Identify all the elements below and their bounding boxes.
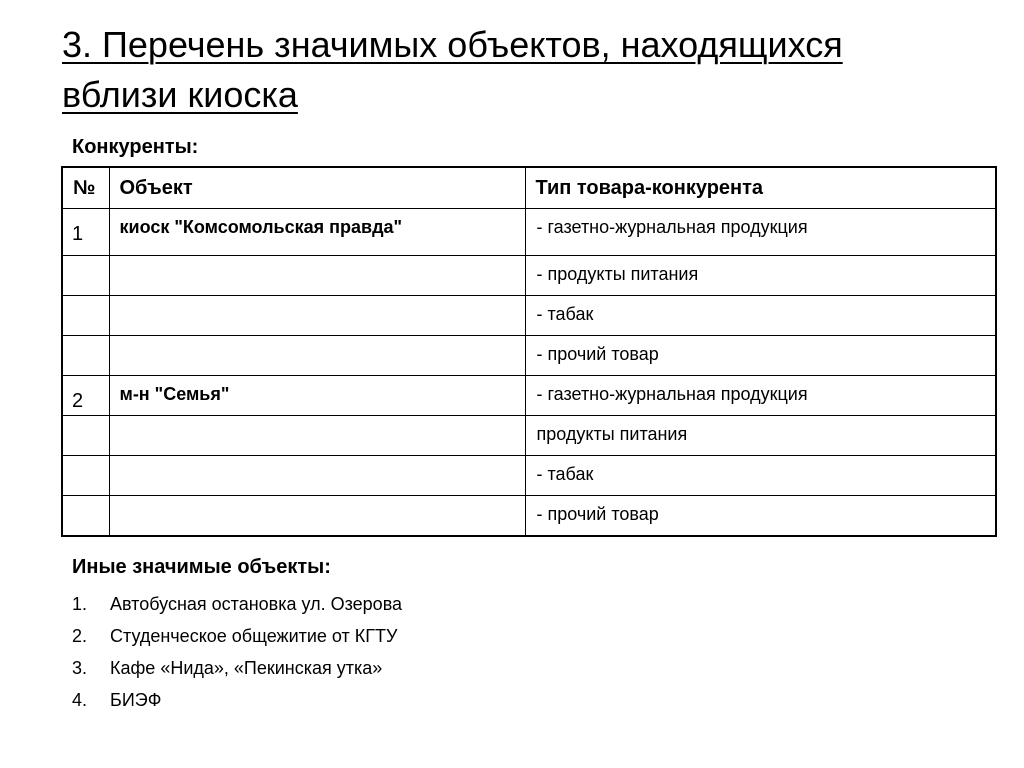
row-product-type: - продукты питания: [525, 256, 996, 296]
header-number: №: [62, 167, 109, 209]
table-row: [62, 496, 996, 536]
row-object: киоск "Комсомольская правда": [109, 209, 525, 256]
other-objects-heading: Иные значимые объекты:: [72, 556, 331, 578]
row-object: [109, 496, 525, 536]
table-row: [62, 256, 996, 296]
table-header-row: [62, 167, 996, 209]
row-number: [62, 456, 109, 496]
list-item-number: 1.: [72, 594, 88, 614]
row-product-type: - прочий товар: [525, 336, 996, 376]
row-object: [109, 256, 525, 296]
row-number: [62, 256, 109, 296]
row-number: [62, 336, 109, 376]
row-product-type: - табак: [525, 296, 996, 336]
other-objects-list: [72, 588, 402, 716]
table-row: [62, 296, 996, 336]
list-item-text: Автобусная остановка ул. Озерова: [110, 594, 403, 614]
list-item-text: Кафе «Нида», «Пекинская утка»: [110, 658, 383, 678]
list-item: [72, 652, 402, 684]
row-product-type: - газетно-журнальная продукция: [525, 209, 996, 256]
row-product-type: - газетно-журнальная продукция: [525, 376, 996, 416]
list-item: [72, 588, 402, 620]
row-product-type: - прочий товар: [525, 496, 996, 536]
row-object: [109, 456, 525, 496]
row-number: 1: [62, 209, 109, 256]
header-product-type: Тип товара-конкурента: [525, 167, 996, 209]
list-item: [72, 684, 402, 716]
row-object: м-н "Семья": [109, 376, 525, 416]
competitors-heading: Конкуренты:: [72, 136, 199, 158]
competitors-table: [61, 166, 997, 537]
row-object: [109, 296, 525, 336]
page-title: 3. Перечень значимых объектов, находящихся вблизи киоска: [62, 24, 843, 115]
row-number: [62, 296, 109, 336]
row-object: [109, 336, 525, 376]
header-object: Объект: [109, 167, 525, 209]
list-item-text: БИЭФ: [110, 690, 162, 710]
row-number: [62, 416, 109, 456]
row-product-type: - табак: [525, 456, 996, 496]
row-object: [109, 416, 525, 456]
table-row: [62, 336, 996, 376]
table-row: [62, 456, 996, 496]
list-item: [72, 620, 402, 652]
row-product-type: продукты питания: [525, 416, 996, 456]
table-row: [62, 209, 996, 256]
list-item-number: 4.: [72, 690, 88, 710]
row-number: [62, 496, 109, 536]
table-row: [62, 376, 996, 416]
list-item-number: 2.: [72, 626, 88, 646]
table-row: [62, 416, 996, 456]
list-item-text: Студенческое общежитие от КГТУ: [110, 626, 398, 646]
row-number: 2: [62, 376, 109, 416]
list-item-number: 3.: [72, 658, 88, 678]
